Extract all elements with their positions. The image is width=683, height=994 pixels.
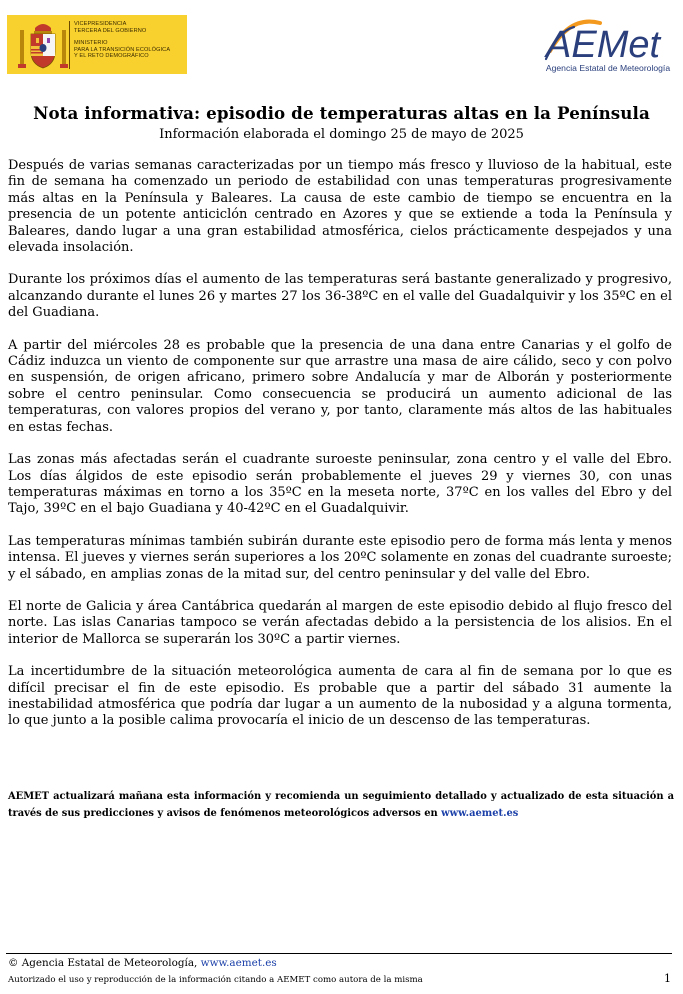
aemet-subtitle: Agencia Estatal de Meteorología <box>545 63 671 73</box>
logo-divider <box>69 21 70 69</box>
paragraph: Las temperaturas mínimas también subirán durante este episodio pero de forma más lenta y menos intensa. El jueves y viernes serán superiores a los 20ºC solamente en zonas del cuadrante suroeste; y el sábado, en amplias zonas de la mitad sur, del centro peninsular y del valle del Ebro. <box>8 533 672 582</box>
paragraph: Durante los próximos días el aumento de las temperaturas será bastante generalizado y progresivo, alcanzando durante el lunes 26 y martes 27 los 36-38ºC en el valle del Guadalquivir y los 35ºC en el del Guadiana. <box>8 272 672 321</box>
paragraph: El norte de Galicia y área Cantábrica quedarán al margen de este episodio debido al flujo fresco del norte. Las islas Canarias tampoco se verán afectadas debido a la persistencia de los alisios. En el interior de Mallorca se superarán los 30ºC a partir viernes. <box>8 598 672 647</box>
footer-divider <box>6 953 672 954</box>
footer-aemet-link[interactable]: www.aemet.es <box>200 957 277 969</box>
footer-copyright <box>8 957 277 969</box>
footer-license: Autorizado el uso y reproducción de la información citando a AEMET como autora de la misma <box>8 975 423 985</box>
copyright-text: © Agencia Estatal de Meteorología, <box>8 957 201 969</box>
page-title: Nota informativa: episodio de temperaturas altas en la Península <box>33 103 650 123</box>
paragraph: A partir del miércoles 28 es probable que la presencia de una dana entre Canarias y el golfo de Cádiz induzca un viento de componente sur que arrastre una masa de aire cálido, seco y con polvo en suspensión, de origen africano, primero sobre Andalucía y mar de Alborán y posteriormente sobre el centro peninsular. Como consecuencia se producirá un aumento adicional de las temperaturas, con valores propios del verano y, por tanto, claramente más altos de las habituales en estas fechas. <box>8 337 672 435</box>
article-body <box>8 158 672 746</box>
page-number: 1 <box>664 972 671 985</box>
paragraph: La incertidumbre de la situación meteorológica aumenta de cara al fin de semana por lo que es difícil precisar el fin de este episodio. Es probable que a partir del sábado 31 aumente la inestabilidad atmosférica que podría dar lugar a un aumento de la nubosidad y a alguna tormenta, lo que junto a la posible calima provocaría el inicio de un descenso de las temperaturas. <box>8 664 672 729</box>
update-note <box>8 788 674 822</box>
aemet-logo-text: AEMet <box>546 24 661 66</box>
coat-of-arms-icon <box>18 20 68 72</box>
government-logo <box>7 15 187 74</box>
paragraph: Después de varias semanas caracterizadas por un tiempo más fresco y lluvioso de la habitual, este fin de semana ha comenzado un periodo de estabilidad con unas temperaturas progresivamente más altas en la Península y Baleares. La causa de este cambio de tiempo se encuentra en la presencia de un potente anticiclón centrado en Azores y que se extiende a toda la Península y Baleares, dando lugar a una gran estabilidad atmosférica, cielos prácticamente despejados y una elevada insolación. <box>8 158 672 256</box>
page-subtitle: Información elaborada el domingo 25 de mayo de 2025 <box>159 127 524 142</box>
government-text: VICEPRESIDENCIA TERCERA DEL GOBIERNO MINISTERIO PARA LA TRANSICIÓN ECOLÓGICA Y EL RETO DEMOGRÁFICO <box>74 21 171 60</box>
paragraph: Las zonas más afectadas serán el cuadrante suroeste peninsular, zona centro y el valle del Ebro. Los días álgidos de este episodio serán probablemente el jueves 29 y viernes 30, con unas temperaturas máximas en torno a los 35ºC en la meseta norte, 37ºC en los valles del Ebro y del Tajo, 39ºC en el bajo Guadiana y 40-42ºC en el Guadalquivir. <box>8 452 672 517</box>
aemet-link[interactable]: www.aemet.es <box>441 808 519 819</box>
update-note-text: AEMET actualizará mañana esta información y recomienda un seguimiento detallado y actualizado de esta situación a través de sus predicciones y avisos de fenómenos meteorológicos adversos en <box>8 791 674 819</box>
